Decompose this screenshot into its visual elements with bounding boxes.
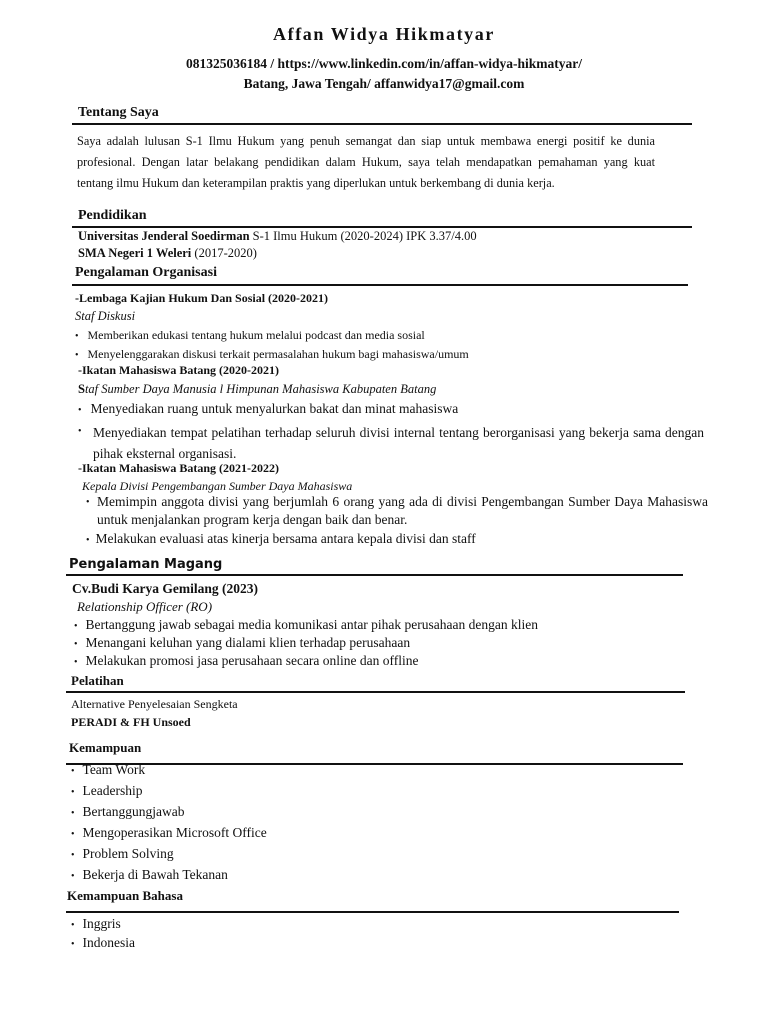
bullet-icon: • bbox=[86, 535, 90, 546]
list-item bbox=[71, 783, 143, 799]
list-item-text: Mengoperasikan Microsoft Office bbox=[82, 825, 267, 840]
section-heading-education: Pendidikan bbox=[78, 208, 147, 223]
list-item bbox=[71, 846, 174, 862]
list-item-text: Inggris bbox=[82, 916, 121, 931]
section-heading-training: Pelatihan bbox=[71, 673, 124, 688]
list-item-text: Menangani keluhan yang dialami klien terhadap perusahaan bbox=[85, 635, 411, 650]
section-divider bbox=[66, 691, 685, 693]
org-entry-role bbox=[78, 382, 436, 397]
bullet-icon: • bbox=[71, 850, 75, 861]
list-item bbox=[71, 867, 228, 883]
bullet-icon: • bbox=[71, 939, 75, 950]
list-item-text: Leadership bbox=[82, 783, 143, 798]
section-divider bbox=[66, 911, 679, 913]
section-divider bbox=[66, 763, 683, 765]
education-item bbox=[78, 229, 477, 244]
list-item bbox=[78, 401, 458, 417]
bullet-icon: • bbox=[71, 829, 75, 840]
section-heading-about: Tentang Saya bbox=[78, 105, 159, 120]
bullet-icon: • bbox=[71, 871, 75, 882]
section-divider bbox=[72, 123, 692, 125]
list-item-text: Bertanggung jawab sebagai media komunikasi antar pihak perusahaan dengan klien bbox=[85, 617, 538, 632]
bullet-icon: • bbox=[75, 331, 79, 342]
org-entry-role-initial: S bbox=[78, 382, 85, 396]
list-item-text: Melakukan promosi jasa perusahaan secara online dan offline bbox=[85, 653, 419, 668]
education-detail: (2017-2020) bbox=[191, 246, 257, 260]
bullet-icon: • bbox=[78, 426, 82, 437]
list-item bbox=[74, 653, 419, 669]
list-item-text: Memimpin anggota divisi yang berjumlah 6 orang yang ada di divisi Pengembangan Sumber Daya Mahasiswa untuk menjalankan program kerja dengan baik dan benar. bbox=[97, 494, 708, 527]
list-item-text: Indonesia bbox=[82, 935, 135, 950]
section-divider bbox=[66, 574, 683, 576]
list-item-text: Bekerja di Bawah Tekanan bbox=[82, 867, 228, 882]
list-item bbox=[78, 422, 704, 464]
list-item-text: Memberikan edukasi tentang hukum melalui podcast dan media sosial bbox=[87, 328, 425, 342]
list-item-text: Team Work bbox=[82, 762, 146, 777]
education-school: SMA Negeri 1 Weleri bbox=[78, 246, 192, 260]
list-item-text: Problem Solving bbox=[82, 846, 174, 861]
education-school: Universitas Jenderal Soedirman bbox=[78, 229, 250, 243]
section-heading-organization: Pengalaman Organisasi bbox=[75, 265, 217, 280]
org-entry-role: Kepala Divisi Pengembangan Sumber Daya Mahasiswa bbox=[82, 479, 353, 493]
contact-line-location-email: Batang, Jawa Tengah/ affanwidya17@gmail.com bbox=[243, 76, 525, 91]
list-item bbox=[75, 347, 469, 362]
list-item-text: Menyediakan ruang untuk menyalurkan bakat dan minat mahasiswa bbox=[90, 401, 459, 416]
list-item bbox=[71, 916, 121, 932]
org-entry-role-rest: taf Sumber Daya Manusia l Himpunan Mahasiswa Kabupaten Batang bbox=[84, 382, 437, 396]
bullet-icon: • bbox=[71, 766, 75, 777]
contact-line-phone-linkedin: 081325036184 / https://www.linkedin.com/in/affan-widya-hikmatyar/ bbox=[185, 56, 583, 71]
section-divider bbox=[72, 226, 692, 228]
list-item bbox=[71, 762, 145, 778]
internship-role: Relationship Officer (RO) bbox=[77, 599, 213, 614]
bullet-icon: • bbox=[78, 405, 82, 416]
bullet-icon: • bbox=[74, 639, 78, 650]
internship-company: Cv.Budi Karya Gemilang (2023) bbox=[72, 581, 259, 596]
bullet-icon: • bbox=[71, 808, 75, 819]
bullet-icon: • bbox=[86, 497, 90, 508]
education-detail: S-1 Ilmu Hukum (2020-2024) IPK 3.37/4.00 bbox=[249, 229, 477, 243]
training-organizer: PERADI & FH Unsoed bbox=[71, 715, 191, 729]
list-item-text: Bertanggungjawab bbox=[82, 804, 185, 819]
bullet-icon: • bbox=[75, 350, 79, 361]
section-divider bbox=[72, 284, 688, 286]
org-entry-role: Staf Diskusi bbox=[75, 309, 136, 323]
list-item-text: Melakukan evaluasi atas kinerja bersama antara kepala divisi dan staff bbox=[95, 531, 476, 546]
section-heading-internship: Pengalaman Magang bbox=[69, 557, 223, 572]
list-item bbox=[74, 635, 410, 651]
org-entry-title: -Lembaga Kajian Hukum Dan Sosial (2020-2021) bbox=[75, 291, 329, 305]
bullet-icon: • bbox=[71, 787, 75, 798]
training-name: Alternative Penyelesaian Sengketa bbox=[71, 697, 238, 711]
list-item bbox=[71, 804, 184, 820]
list-item-text: Menyelenggarakan diskusi terkait permasalahan hukum bagi mahasiswa/umum bbox=[87, 347, 469, 361]
list-item bbox=[86, 493, 708, 529]
list-item bbox=[71, 825, 267, 841]
list-item bbox=[74, 617, 538, 633]
section-heading-languages: Kemampuan Bahasa bbox=[67, 888, 183, 903]
list-item-text: Menyediakan tempat pelatihan terhadap seluruh divisi internal tentang berorganisasi yang bekerja sama dengan pihak eksternal organisasi. bbox=[93, 425, 704, 461]
org-entry-title: -Ikatan Mahasiswa Batang (2021-2022) bbox=[78, 461, 280, 475]
resume-name: Affan Widya Hikmatyar bbox=[273, 24, 495, 44]
bullet-icon: • bbox=[71, 920, 75, 931]
bullet-icon: • bbox=[74, 657, 78, 668]
section-heading-skills: Kemampuan bbox=[69, 740, 142, 755]
about-paragraph: Saya adalah lulusan S-1 Ilmu Hukum yang penuh semangat dan siap untuk membawa energi positif ke dunia profesional. Dengan latar belakang pendidikan dalam Hukum, saya telah mendapatkan pemahaman yang kuat tentang ilmu Hukum dan keterampilan praktis yang diperlukan untuk berkembang di dunia kerja. bbox=[77, 134, 655, 190]
list-item bbox=[86, 531, 476, 547]
bullet-icon: • bbox=[74, 621, 78, 632]
list-item bbox=[75, 328, 425, 343]
org-entry-title: -Ikatan Mahasiswa Batang (2020-2021) bbox=[78, 363, 280, 377]
education-item bbox=[78, 246, 257, 261]
list-item bbox=[71, 935, 135, 951]
